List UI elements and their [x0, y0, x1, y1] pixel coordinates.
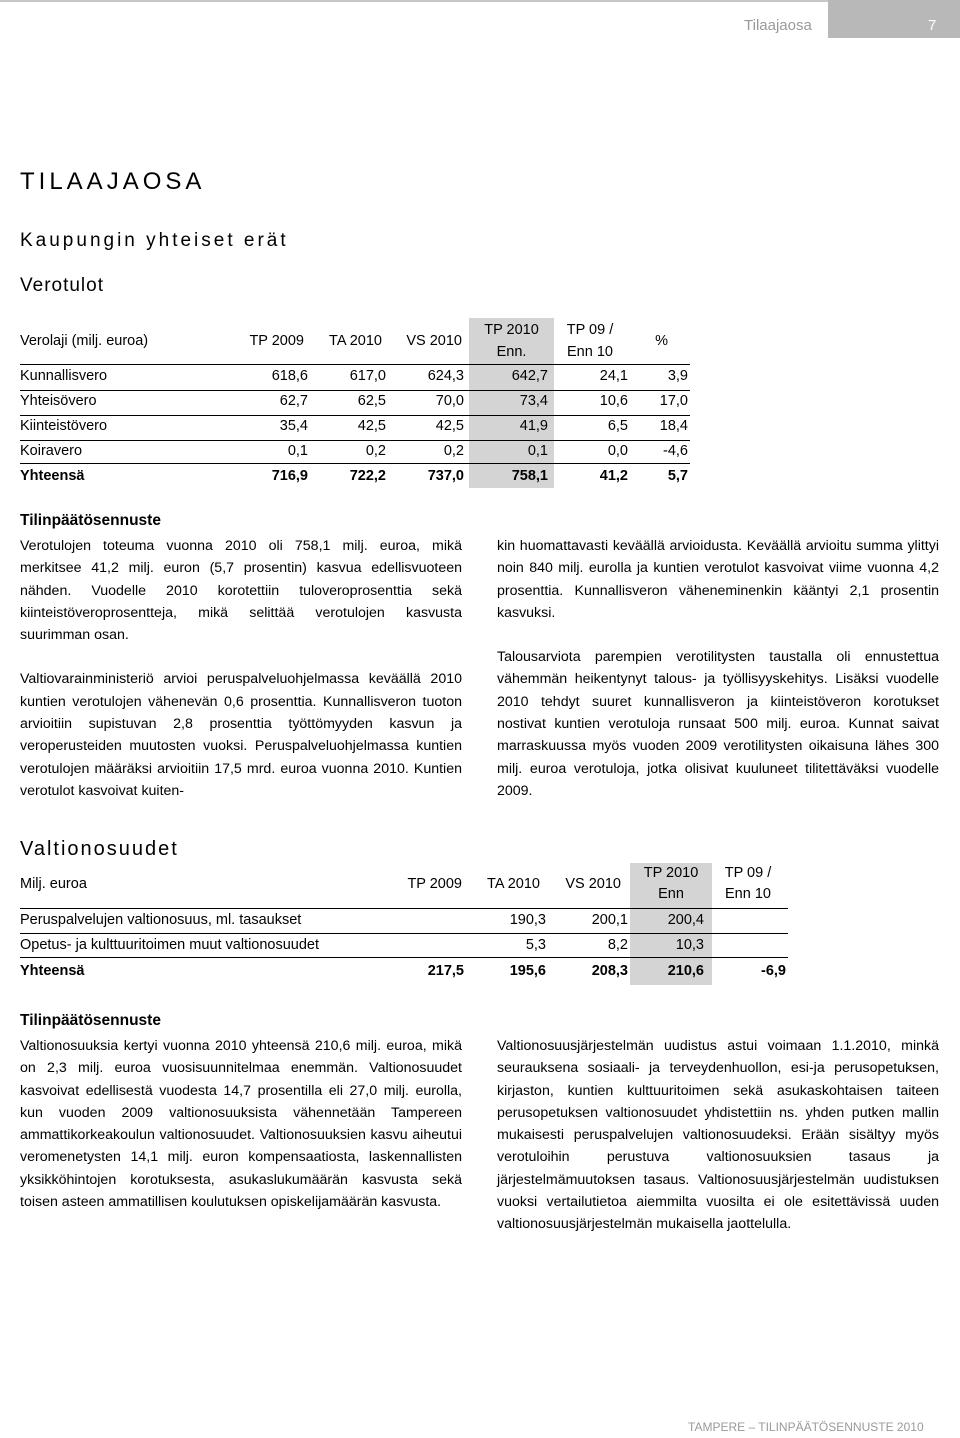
row-label: Opetus- ja kulttuuritoimen muut valtionosuudet — [20, 937, 320, 953]
section-label: Tilaajaosa — [744, 17, 812, 34]
cell-tp2009: 217,5 — [427, 963, 464, 979]
cell-pct: 18,4 — [659, 418, 688, 434]
cell-diff: 10,6 — [599, 393, 628, 409]
cell-tp2010: 10,3 — [675, 937, 704, 953]
text-column-left — [20, 535, 462, 824]
cell-pct: -4,6 — [663, 443, 688, 459]
cell-ta2010: 195,6 — [509, 963, 546, 979]
col-header-tp2009: TP 2009 — [407, 876, 462, 892]
paragraph: Valtionosuuksia kertyi vuonna 2010 yhteensä 210,6 milj. euroa, mikä on 2,3 milj. euroa vuosisuunnitelmaa enemmän. Valtionosuudet kasvoivat edellisestä vuodesta 14,7 prosentilla eli 27,0 milj. eurolla, kun vuoden 2009 valtionosuuksista vähennetään Tampereen ammattikorkeakoulun valtionosuudet. Valtionosuuksien kasvu aiheutui veromenetysten 14,1 milj. euron kompensaatiosta, laskennallisten yksikköhintojen korotuksesta, asukaslukumäärän kasvusta sekä toisen asteen ammatillisen koulutuksen opiskelijamäärän kasvusta. — [20, 1038, 462, 1211]
cell-vs2010: 42,5 — [435, 418, 464, 434]
section-title-verotulot: Verotulot — [20, 275, 104, 296]
row-label: Yhteensä — [20, 468, 85, 484]
page-subtitle: Kaupungin yhteiset erät — [20, 230, 289, 251]
cell-tp2009: 35,4 — [279, 418, 308, 434]
col-header-tp2010: TP 2010 — [484, 322, 539, 338]
section-heading: Tilinpäätösennuste — [20, 1012, 161, 1029]
row-rule — [20, 440, 690, 441]
col-header-pct: % — [655, 333, 668, 349]
cell-vs2010: 208,3 — [591, 963, 628, 979]
paragraph: Verotulojen toteuma vuonna 2010 oli 758,1 milj. euroa, mikä merkitsee 41,2 milj. euron (5,7 prosentin) kasvua edellisvuoteen nähden. Vuodelle 2010 korotettiin tuloveroprosenttia sekä kiinteistöveroprosentteja, mikä selittää verotulojen kasvusta suurimman osan. — [20, 538, 462, 644]
cell-vs2010: 70,0 — [435, 393, 464, 409]
section-heading: Tilinpäätösennuste — [20, 512, 161, 529]
col-header-tp2010-sub: Enn — [658, 886, 684, 902]
col-header-diff-sub: Enn 10 — [567, 344, 613, 360]
cell-diff: -6,9 — [761, 963, 786, 979]
row-rule — [20, 957, 788, 958]
cell-ta2010: 722,2 — [349, 468, 386, 484]
row-rule — [20, 390, 690, 391]
row-rule — [20, 463, 690, 464]
page-number-box — [828, 0, 960, 38]
row-label: Koiravero — [20, 443, 83, 459]
cell-vs2010: 737,0 — [427, 468, 464, 484]
col-header-diff: TP 09 / — [724, 865, 772, 881]
cell-diff: 24,1 — [599, 368, 628, 384]
col-header-tp2009: TP 2009 — [249, 333, 304, 349]
col-header-diff-sub: Enn 10 — [725, 886, 771, 902]
cell-tp2010: 200,4 — [667, 912, 704, 928]
row-label: Yhteisövero — [20, 393, 97, 409]
cell-vs2010: 8,2 — [607, 937, 628, 953]
col-header-ta2010: TA 2010 — [329, 333, 382, 349]
cell-tp2010: 210,6 — [667, 963, 704, 979]
cell-diff: 41,2 — [599, 468, 628, 484]
row-rule — [20, 415, 690, 416]
cell-vs2010: 200,1 — [591, 912, 628, 928]
cell-pct: 17,0 — [659, 393, 688, 409]
cell-tp2009: 0,1 — [287, 443, 308, 459]
row-label: Yhteensä — [20, 963, 85, 979]
cell-diff: 0,0 — [607, 443, 628, 459]
text-column-right — [497, 1035, 939, 1258]
paragraph: Valtiovarainministeriö arvioi peruspalveluohjelmassa keväällä 2010 kuntien verotulojen vähenevän 0,6 prosenttia. Kunnallisveron tuoton arvioitiin supistuvan 2,8 prosenttia työttömyyden kasvun ja veroperusteiden muutosten vuoksi. Peruspalveluohjelmassa kuntien verotulojen määräksi arvioitiin 17,5 mrd. euroa vuonna 2010. Kuntien verotulot kasvoivat kuiten- — [20, 671, 462, 799]
page-number: 7 — [928, 17, 937, 34]
cell-tp2009: 62,7 — [279, 393, 308, 409]
cell-ta2010: 42,5 — [357, 418, 386, 434]
col-header-tp2010: TP 2010 — [643, 865, 699, 881]
cell-ta2010: 5,3 — [525, 937, 546, 953]
paragraph: kin huomattavasti keväällä arvioidusta. Keväällä arvioitu summa ylittyi noin 840 milj. eurolla ja kuntien verotulot kasvoivat viime vuonna 4,2 prosenttia. Kunnallisveron väheneminenkin kääntyi 2,1 prosentin kasvuksi. — [497, 538, 939, 621]
paragraph: Talousarviota parempien verotilitysten taustalla oli ennustettua vähemmän heikentynyt talous- ja työllisyyskehitys. Lisäksi vuodelle 2010 tehdyt suuret kunnallisveron ja kiinteistöveron korotukset nostivat kuntien verotuloja runsaat 500 milj. euroa. Kunnat saivat marraskuussa myös vuoden 2009 verotilitysten oikaisuna lähes 300 milj. euroa verotuloja, jotka olisivat kuuluneet tilitettäväksi vuodelle 2009. — [497, 649, 939, 799]
row-label: Kunnallisvero — [20, 368, 108, 384]
cell-pct: 5,7 — [667, 468, 688, 484]
page-footer: TAMPERE – TILINPÄÄTÖSENNUSTE 2010 — [688, 1420, 924, 1434]
page-title: TILAAJAOSA — [20, 168, 206, 195]
paragraph: Valtionosuusjärjestelmän uudistus astui voimaan 1.1.2010, minkä seurauksena sosiaali- ja terveydenhuollon, esi-ja perusopetuksen, kirjaston, kuntien kulttuuritoimen sekä asukaskohtaisen taiteen perusopetuksen valtionosuudet yhdistettiin ns. yhden putken mallin mukaisesti peruspalvelujen valtionosuudeksi. Erään sisältyy myös verotuloihin perustuva valtionosuuksien tasaus ja järjestelmämuutoksen tasaus. Valtionosuusjärjestelmän uudistuksen vuoksi vertailutietoa aiemmilta vuosilta ei ole esitettävissä uuden valtionosuusjärjestelmän mukaisella jaottelulla. — [497, 1038, 939, 1233]
cell-tp2010: 0,1 — [527, 443, 548, 459]
col-header-diff: TP 09 / — [566, 322, 614, 338]
cell-tp2010: 642,7 — [511, 368, 548, 384]
cell-ta2010: 617,0 — [349, 368, 386, 384]
col-header-tp2010-sub: Enn. — [496, 344, 527, 360]
cell-ta2010: 62,5 — [357, 393, 386, 409]
row-rule — [20, 933, 788, 934]
header-rule — [20, 364, 690, 365]
cell-diff: 6,5 — [607, 418, 628, 434]
col-header-ta2010: TA 2010 — [487, 876, 540, 892]
header-rule — [20, 908, 788, 909]
cell-tp2010: 73,4 — [519, 393, 548, 409]
row-label: Peruspalvelujen valtionosuus, ml. tasaukset — [20, 912, 302, 928]
row-label: Kiinteistövero — [20, 418, 108, 434]
text-column-right — [497, 535, 939, 824]
cell-tp2009: 716,9 — [271, 468, 308, 484]
col-header-vs2010: VS 2010 — [406, 333, 462, 349]
text-column-left — [20, 1035, 462, 1235]
cell-tp2010: 41,9 — [519, 418, 548, 434]
section-title-valtionosuudet: Valtionosuudet — [20, 838, 179, 860]
cell-tp2009: 618,6 — [271, 368, 308, 384]
cell-vs2010: 0,2 — [443, 443, 464, 459]
header-rule — [0, 0, 960, 2]
col-header-label: Milj. euroa — [20, 876, 87, 892]
col-header-vs2010: VS 2010 — [565, 876, 621, 892]
cell-pct: 3,9 — [667, 368, 688, 384]
cell-ta2010: 0,2 — [365, 443, 386, 459]
col-header-label: Verolaji (milj. euroa) — [20, 333, 149, 349]
cell-tp2010: 758,1 — [511, 468, 548, 484]
cell-ta2010: 190,3 — [509, 912, 546, 928]
cell-vs2010: 624,3 — [427, 368, 464, 384]
